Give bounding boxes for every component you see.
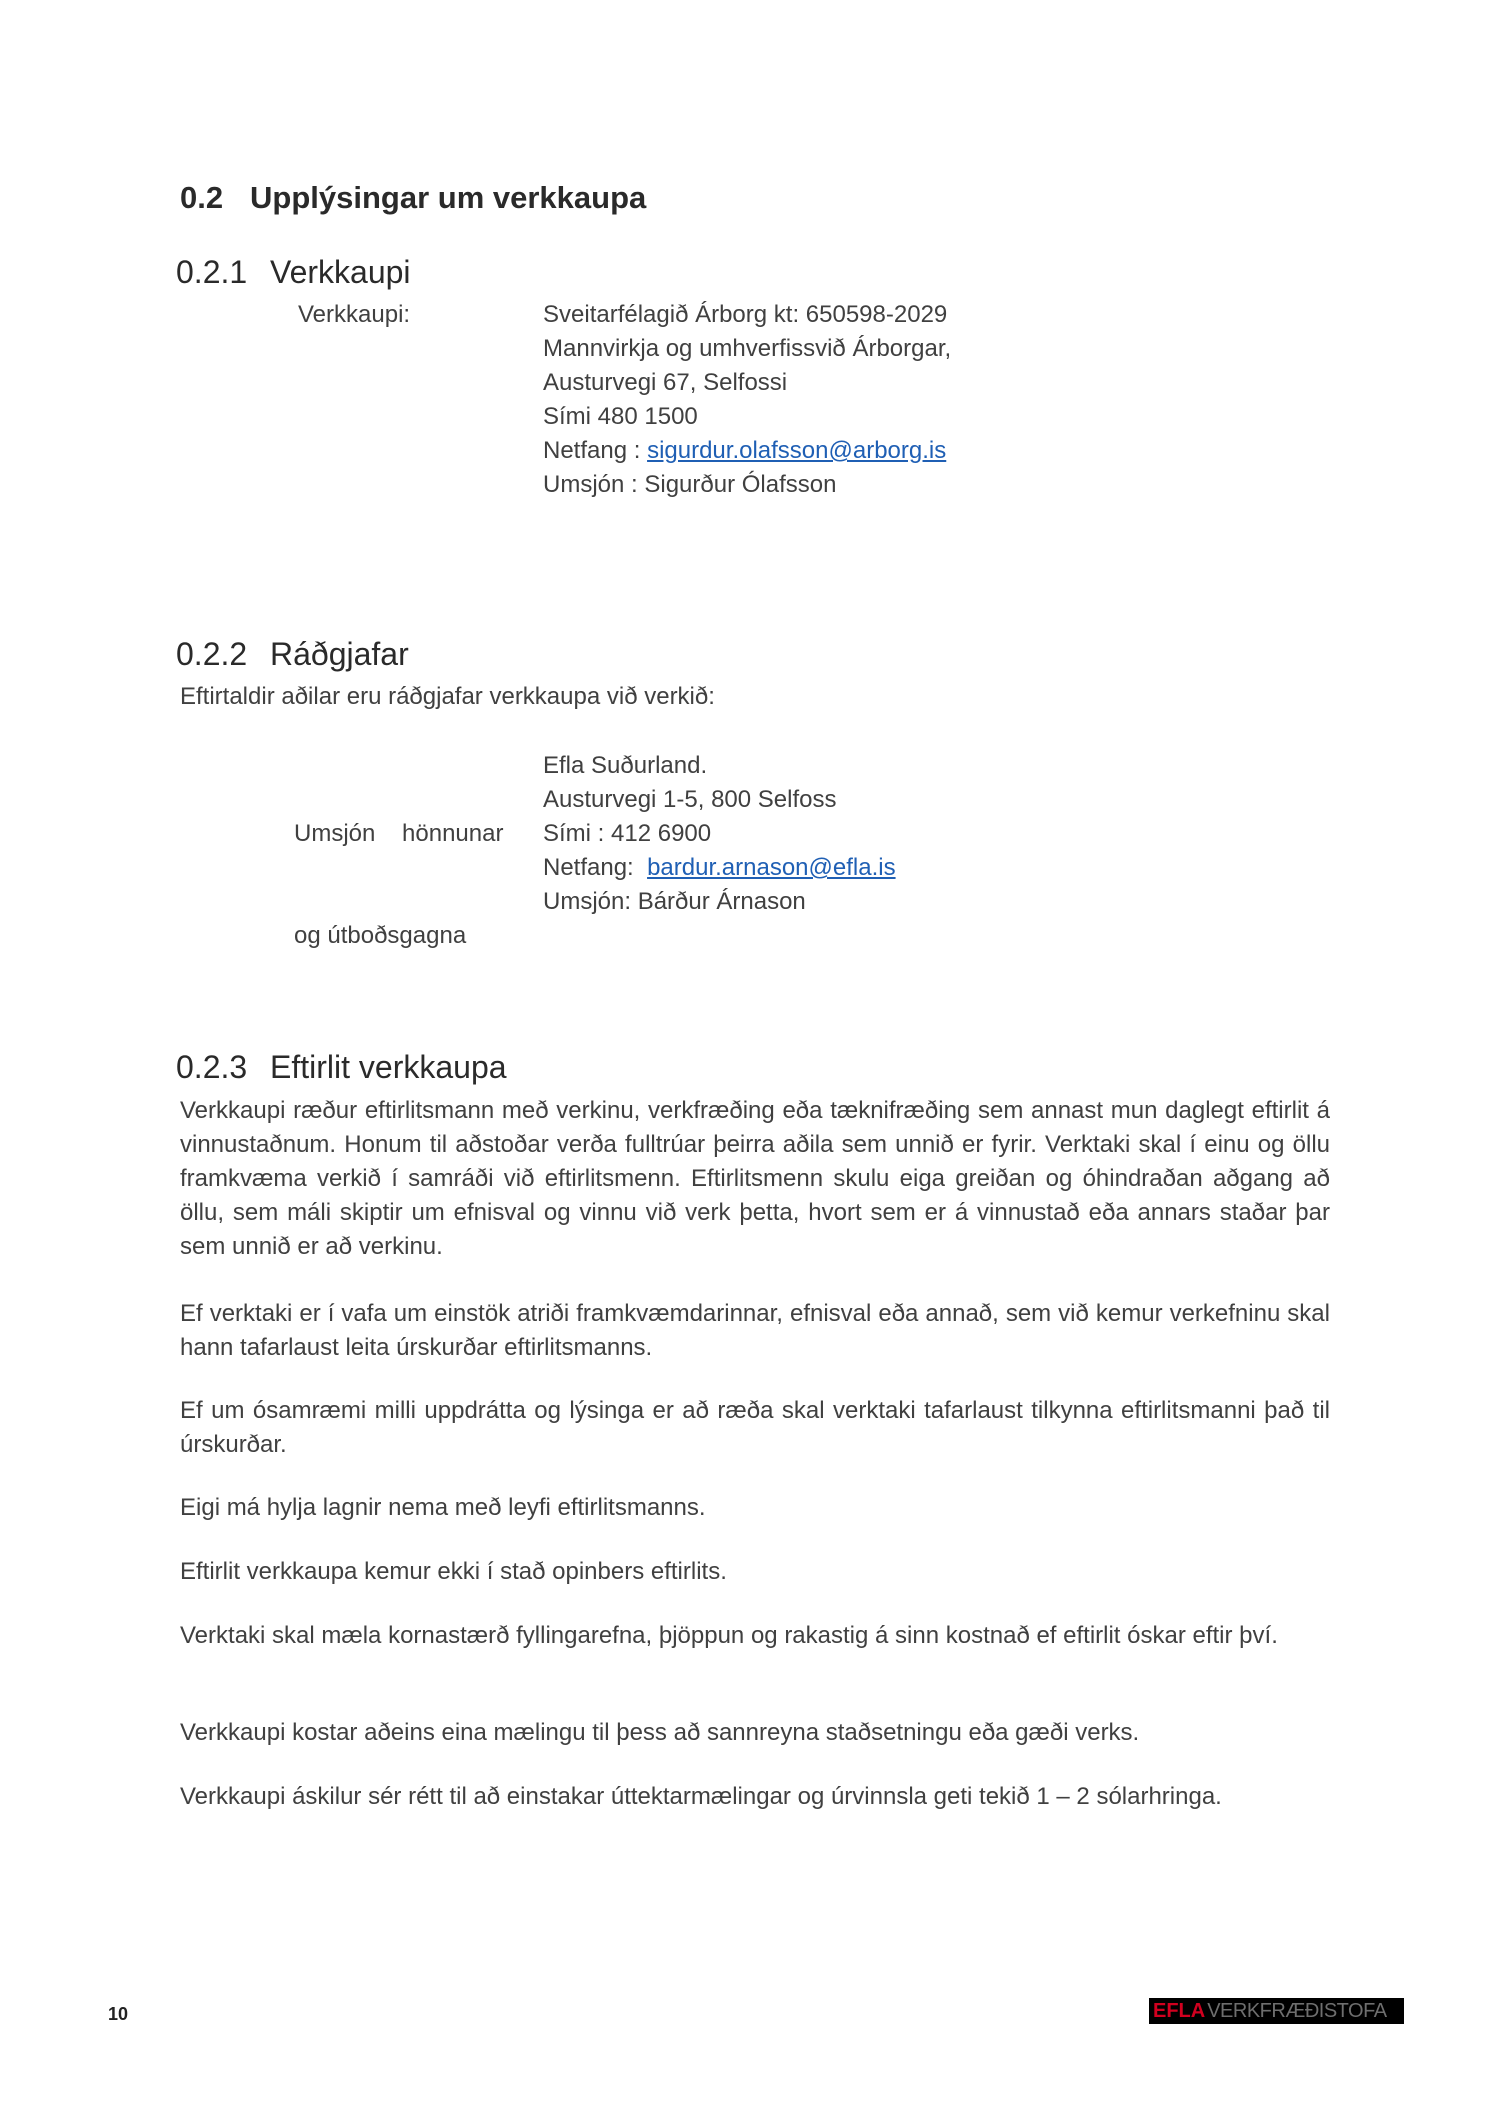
logo-subtitle: VERKFRÆÐISTOFA (1207, 2000, 1387, 2022)
subsection-title: Ráðgjafar (270, 636, 409, 672)
paragraph: Eigi má hylja lagnir nema með leyfi eftirlitsmanns. (180, 1494, 706, 1521)
subsection-heading-verkkaupi (176, 254, 411, 291)
detail-line: Sími 480 1500 (543, 403, 698, 430)
detail-line: Mannvirkja og umhverfissvið Árborgar, (543, 335, 952, 362)
subsection-number: 0.2.3 (176, 1049, 248, 1085)
label-line: og útboðsgagna (294, 922, 467, 949)
contact-line: Umsjón : Sigurður Ólafsson (543, 471, 837, 498)
detail-line: Austurvegi 67, Selfossi (543, 369, 788, 396)
verkkaupi-details (543, 298, 951, 502)
email-prefix: Netfang : (543, 437, 648, 464)
email-link[interactable]: sigurdur.olafsson@arborg.is (647, 437, 947, 464)
detail-line: Efla Suðurland. (543, 752, 708, 779)
subsection-number: 0.2.2 (176, 636, 248, 672)
paragraph: Eftirlit verkkaupa kemur ekki í stað opinbers eftirlits. (180, 1558, 727, 1585)
section-title: Upplýsingar um verkkaupa (250, 180, 647, 215)
subsection-heading-eftirlit (176, 1049, 507, 1086)
subsection-number: 0.2.1 (176, 254, 248, 290)
label-line: Umsjón hönnunar (294, 820, 504, 847)
logo-brand: EFLA (1153, 2000, 1206, 2022)
detail-line: Sveitarfélagið Árborg kt: 650598-2029 (543, 301, 948, 328)
subsection-title: Eftirlit verkkaupa (270, 1049, 507, 1085)
section-heading (180, 180, 646, 216)
detail-line: Austurvegi 1-5, 800 Selfoss (543, 786, 837, 813)
page-number: 10 (108, 2004, 129, 2024)
paragraph: Ef um ósamræmi milli uppdrátta og lýsinga er að ræða skal verktaki tafarlaust tilkynna eftirlitsmanni það til úrskurðar. (180, 1397, 1330, 1458)
radgjafar-details (543, 749, 896, 919)
efla-logo (1149, 1998, 1404, 2024)
email-line (543, 434, 951, 468)
email-link[interactable]: bardur.arnason@efla.is (647, 854, 896, 881)
subsection-heading-radgjafar (176, 636, 409, 673)
section-number: 0.2 (180, 180, 224, 215)
paragraph: Verktaki skal mæla kornastærð fyllingarefna, þjöppun og rakastig á sinn kostnað ef eftirlit óskar eftir því. (180, 1622, 1278, 1649)
verkkaupi-label: Verkkaupi: (298, 301, 411, 328)
contact-line: Umsjón: Bárður Árnason (543, 888, 806, 915)
radgjafar-label (294, 749, 503, 987)
detail-line: Sími : 412 6900 (543, 820, 712, 847)
paragraph: Ef verktaki er í vafa um einstök atriði framkvæmdarinnar, efnisval eða annað, sem við kemur verkefninu skal hann tafarlaust leita úrskurðar eftirlitsmanns. (180, 1300, 1330, 1361)
email-prefix: Netfang: (543, 854, 648, 881)
email-line (543, 851, 896, 885)
subsection-title: Verkkaupi (270, 254, 411, 290)
paragraph: Verkkaupi kostar aðeins eina mælingu til þess að sannreyna staðsetningu eða gæði verks. (180, 1719, 1140, 1746)
radgjafar-intro: Eftirtaldir aðilar eru ráðgjafar verkkaupa við verkið: (180, 683, 715, 710)
paragraph: Verkkaupi áskilur sér rétt til að einstakar úttektarmælingar og úrvinnsla geti tekið 1 – 2 sólarhringa. (180, 1783, 1222, 1810)
paragraph: Verkkaupi ræður eftirlitsmann með verkinu, verkfræðing eða tæknifræðing sem annast mun daglegt eftirlit á vinnustaðnum. Honum til aðstoðar verða fulltrúar þeirra aðila sem unnið er fyrir. Verktaki skal í einu og öllu framkvæma verkið í samráði við eftirlitsmenn. Eftirlitsmenn skulu eiga greiðan og óhindraðan aðgang að öllu, sem máli skiptir um efnisval og vinnu við verk þetta, hvort sem er á vinnustað eða annars staðar þar sem unnið er að verkinu. (180, 1097, 1330, 1260)
